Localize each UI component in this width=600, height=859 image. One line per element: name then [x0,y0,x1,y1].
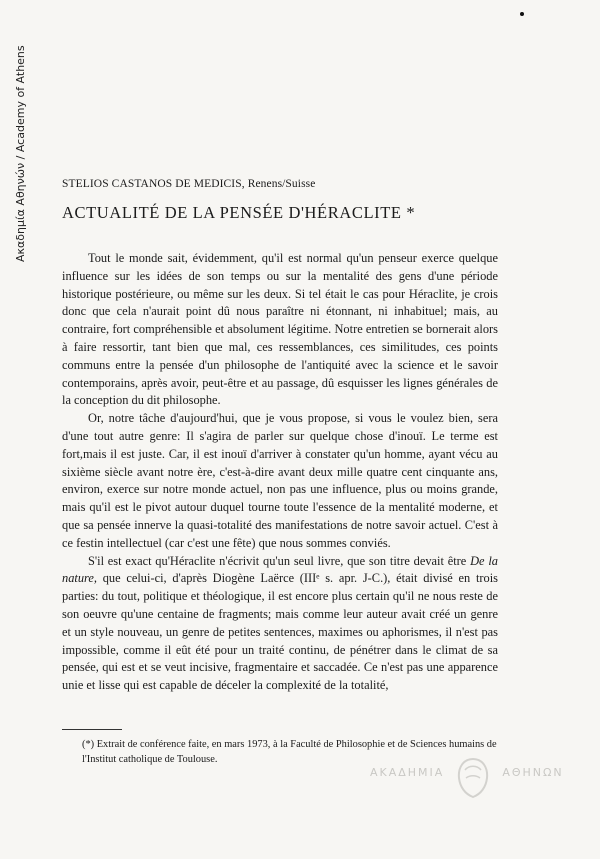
watermark-logo-right: ΑΘΗΝΩΝ [502,766,564,779]
paragraph-3-b: que celui-ci, d'après Diogène Laërce (IIIᵉ s. apr. J-C.), était divisé en trois parties: du tout, politique et théologique, il est encore plus certain qu'il ne nous reste de son oeuvre qu'une centaine de fragments; mais comme leur auteur avait créé un genre et un style nouveau, un genre de petites sentences, maximes ou aphorismes, il n'est pas impossible, comme il eût été pour un traité continu, de pénétrer dans le climat de sa pensée, qui est et se veut incisive, fragmentaire et saccadée. Ce n'est pas une apparence unie et lisse qui est capable de déceler la complexité de la totalité, [62,571,498,693]
paragraph-2: Or, notre tâche d'aujourd'hui, que je vous propose, si vous le voulez bien, sera d'une tout autre genre: Il s'agira de parler sur quelque chose d'inouï. Le terme est fort,mais il est juste. Car, il est inouï d'arriver à constater qu'un homme, ayant vécu au sixième siècle avant notre ère, c'est-à-dire avant deux mille quatre cent cinquante ans, environ, exerce sur notre monde actuel, non pas une influence, plus ou moins grande, mais qu'il est le pivot autour duquel tourne toute l'essence de la mentalité moderne, et que sa pensée innerve la quasi-totalité des manifestations de notre savoir actuel. C'est à ce festin intellectuel (car c'est une fête) que nous sommes conviés. [62,411,498,550]
athena-head-icon [453,756,493,800]
watermark-logo-left: ΑΚΑΔΗΜΙΑ [370,766,445,779]
article-title: ACTUALITÉ DE LA PENSÉE D'HÉRACLITE * [62,203,416,222]
footnote: (*) Extrait de conférence faite, en mars 1973, à la Faculté de Philosophie et de Sciences humains de l'Institut catholique de Toulouse. [82,739,497,765]
author-location: Renens/Suisse [247,178,316,190]
paragraph-1: Tout le monde sait, évidemment, qu'il est normal qu'un penseur exerce quelque influence sur les idées de son temps ou sur la mentalité des gens d'une période historique postérieure, ou même sur les deux. Si tel était le cas pour Héraclite, je crois donc que cela n'aurait point dû nous paraître ni étonnant, ni inhabituel; mais, au contraire, fort compréhensible et absolument légitime. Notre entretien se bornerait alors à faire ressortir, tant bien que mal, ces ressemblances, ces similitudes, ces points communs entre la pensée d'un philosophe de l'antiquité avec la science et le savoir contemporains, après avoir, peut-être et au passage, dû esquisser les lignes générales de la conception du dit philosophe. [62,251,498,408]
article-body [62,250,498,695]
ink-dot [520,12,524,16]
book-title: De la nature, [62,553,498,586]
author-line [62,178,315,190]
side-watermark: Ακαδημία Αθηνών / Academy of Athens [14,45,27,262]
paragraph-3 [62,553,498,695]
paragraph-3-a: S'il est exact qu'Héraclite n'écrivit qu'un seul livre, que son titre devait être [88,553,471,568]
author-name: STELIOS CASTANOS DE MEDICIS, [62,178,245,190]
footnote-rule [62,729,122,730]
